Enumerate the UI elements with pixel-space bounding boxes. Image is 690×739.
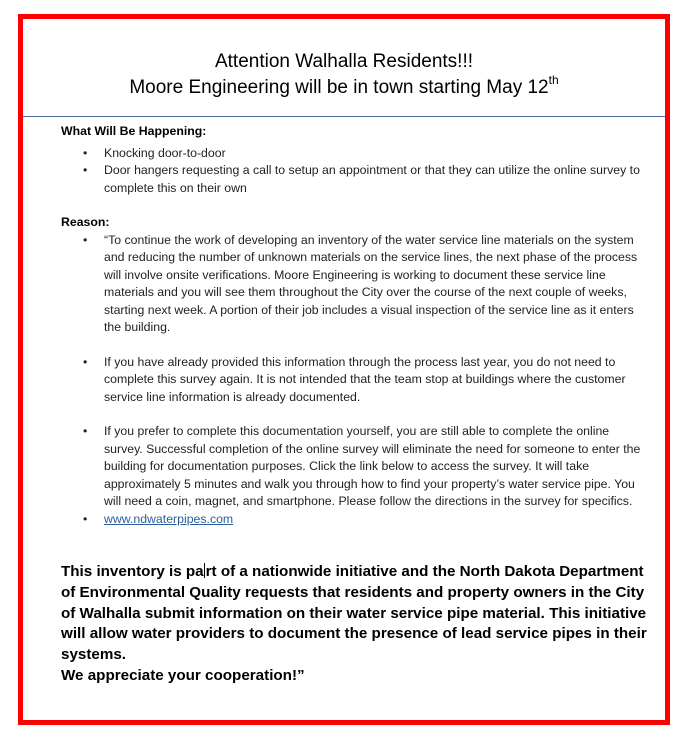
- bullet-icon: •: [83, 145, 88, 160]
- list-item: [61, 354, 641, 407]
- closing-statement: [61, 562, 653, 687]
- list-item: [61, 232, 641, 337]
- bullet-icon: •: [83, 511, 88, 526]
- bullet-icon: •: [83, 424, 88, 438]
- notice-body: [61, 123, 641, 528]
- title-divider: [23, 116, 665, 117]
- reason-list: [61, 232, 641, 529]
- list-item-text: Door hangers requesting a call to setup an appointment or that they can utilize the online survey to complete this on their own: [104, 163, 640, 195]
- list-item-text: If you prefer to complete this documentation yourself, you are still able to complete the online survey. Successful completion of the online survey will eliminate the need for someone to enter the building for documentation purposes. Click the link below to access the survey. It will take approximately 5 minutes and walk you through how to find your property’s water service pipe. You will need a coin, magnet, and smartphone. Please follow the directions in the survey for specifics.: [104, 424, 641, 508]
- bullet-icon: •: [83, 354, 88, 369]
- title-line-1: Attention Walhalla Residents!!!: [214, 51, 474, 72]
- closing-thanks: We appreciate your cooperation!”: [61, 666, 305, 684]
- list-item: [61, 162, 641, 197]
- closing-text-rest: rt of a nationwide initiative and the North Dakota Department of Environmental Quality requests that residents and property owners in the City of Walhalla submit information on their water service pipe material. This initiative will allow water providers to document the presence of lead service pipes in their systems.: [61, 563, 647, 664]
- list-item: [61, 423, 641, 511]
- title-superscript: th: [548, 72, 559, 87]
- happening-heading: What Will Be Happening:: [61, 124, 207, 138]
- bullet-icon: •: [83, 232, 88, 247]
- list-item: [61, 145, 641, 163]
- bullet-icon: •: [83, 163, 88, 177]
- title-line-2-text: Moore Engineering will be in town starting May 12: [129, 77, 549, 98]
- happening-list: [61, 145, 641, 198]
- title-line-2: [23, 72, 665, 101]
- list-item-text: If you have already provided this information through the process last year, you do not need to complete this survey again. It is not intended that the team stop at buildings where the customer service line information is already documented.: [104, 354, 626, 404]
- notice-title: [23, 49, 665, 101]
- document-frame: [18, 14, 670, 725]
- list-item: [61, 511, 641, 529]
- closing-paragraph: [61, 562, 653, 666]
- closing-text-start: This inventory is pa: [61, 563, 204, 580]
- list-item-text: “To continue the work of developing an inventory of the water service line materials on the system and reducing the number of unknown materials on the service lines, the next phase of the process will involve onsite verifications. Moore Engineering is working to document these service line materials and you will see them throughout the City over the course of the next couple of weeks, starting next week. A portion of their job includes a visual inspection of the service line as it enters the building.: [104, 232, 638, 334]
- list-item-text: Knocking door-to-door: [104, 145, 226, 160]
- survey-link[interactable]: www.ndwaterpipes.com: [104, 511, 234, 526]
- reason-heading: Reason:: [61, 215, 110, 229]
